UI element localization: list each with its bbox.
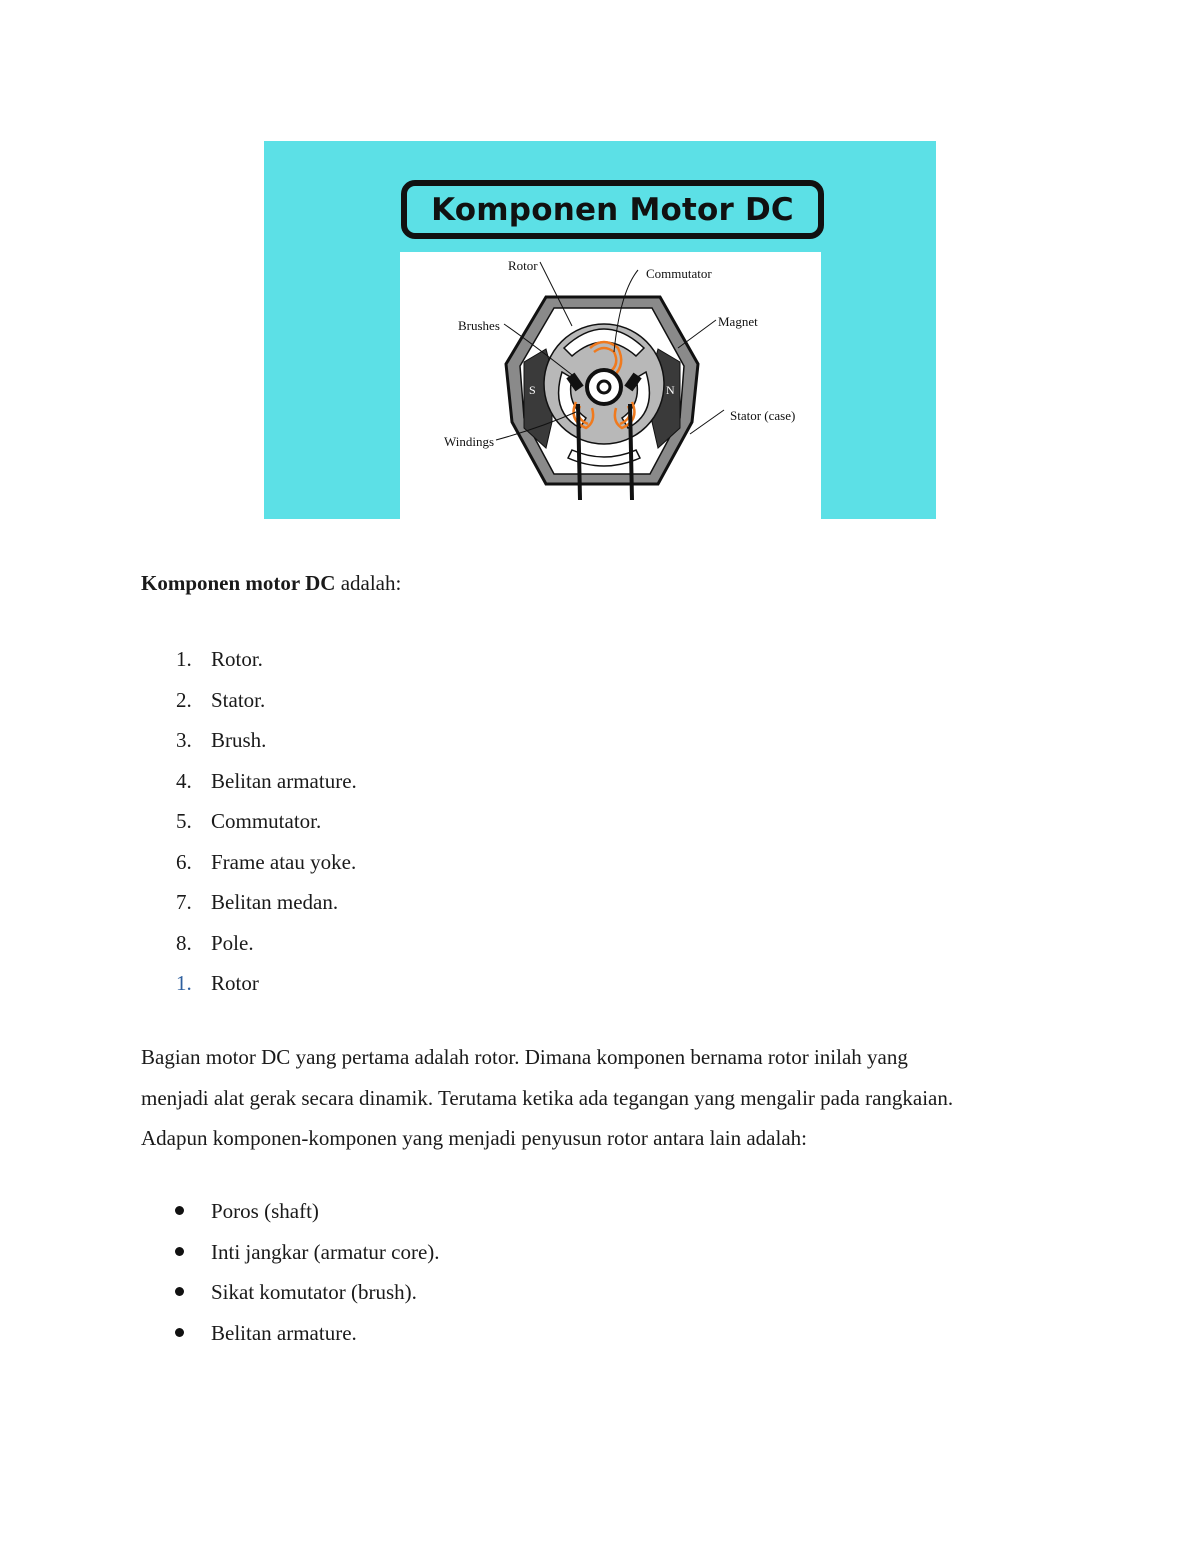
paragraph-line: Bagian motor DC yang pertama adalah rotor. Dimana komponen bernama rotor inilah yang <box>141 1045 908 1069</box>
label-rotor: Rotor <box>508 258 538 273</box>
paragraph-line: Adapun komponen-komponen yang menjadi penyusun rotor antara lain adalah: <box>141 1126 807 1150</box>
intro-rest: adalah: <box>335 571 402 595</box>
motor-dc-figure <box>264 141 936 519</box>
label-south: S <box>529 383 536 397</box>
brush-lead-left <box>578 404 580 500</box>
list-text: Rotor <box>211 971 259 995</box>
list-number: 5. <box>176 809 192 833</box>
list-text: Pole. <box>211 930 254 955</box>
intro-line <box>141 567 401 599</box>
list-text: Belitan armature. <box>211 768 357 793</box>
list-text: Rotor. <box>211 647 263 671</box>
list-text: Frame atau yoke. <box>211 849 357 874</box>
bullet-text: Belitan armature. <box>211 1320 357 1345</box>
label-north: N <box>666 383 675 397</box>
label-commutator: Commutator <box>646 266 712 281</box>
list-text: Brush. <box>211 728 267 752</box>
list-number: 1. <box>176 647 192 671</box>
brush-lead-right <box>630 404 632 500</box>
list-number: 3. <box>176 728 192 752</box>
rotor-paragraph <box>141 1037 1071 1159</box>
bullet-icon <box>175 1328 184 1337</box>
motor-diagram <box>400 252 821 519</box>
motor-diagram-panel <box>400 252 821 519</box>
label-windings: Windings <box>444 434 495 449</box>
list-number: 6. <box>176 849 192 874</box>
list-text: Stator. <box>211 687 266 712</box>
label-stator: Stator (case) <box>730 408 796 423</box>
list-text: Belitan medan. <box>211 890 339 914</box>
list-number: 2. <box>176 687 192 712</box>
intro-bold: Komponen motor DC <box>141 571 336 595</box>
list-text: Commutator. <box>211 809 322 833</box>
bullet-icon <box>175 1206 184 1215</box>
bullet-text: Inti jangkar (armatur core). <box>211 1239 440 1264</box>
bullet-icon <box>175 1247 184 1256</box>
list-number: 4. <box>176 768 192 793</box>
bullet-text: Sikat komutator (brush). <box>211 1280 417 1304</box>
list-number: 7. <box>176 890 192 914</box>
figure-title: Komponen Motor DC <box>401 180 824 239</box>
label-brushes: Brushes <box>458 318 500 333</box>
paragraph-line: menjadi alat gerak secara dinamik. Terutama ketika ada tegangan yang mengalir pada rangkaian. <box>141 1085 954 1110</box>
shaft <box>598 381 610 393</box>
list-number: 8. <box>176 930 192 955</box>
bullet-icon <box>175 1287 184 1296</box>
label-magnet: Magnet <box>718 314 758 329</box>
bullet-text: Poros (shaft) <box>211 1199 319 1223</box>
list-number: 1. <box>176 971 192 995</box>
